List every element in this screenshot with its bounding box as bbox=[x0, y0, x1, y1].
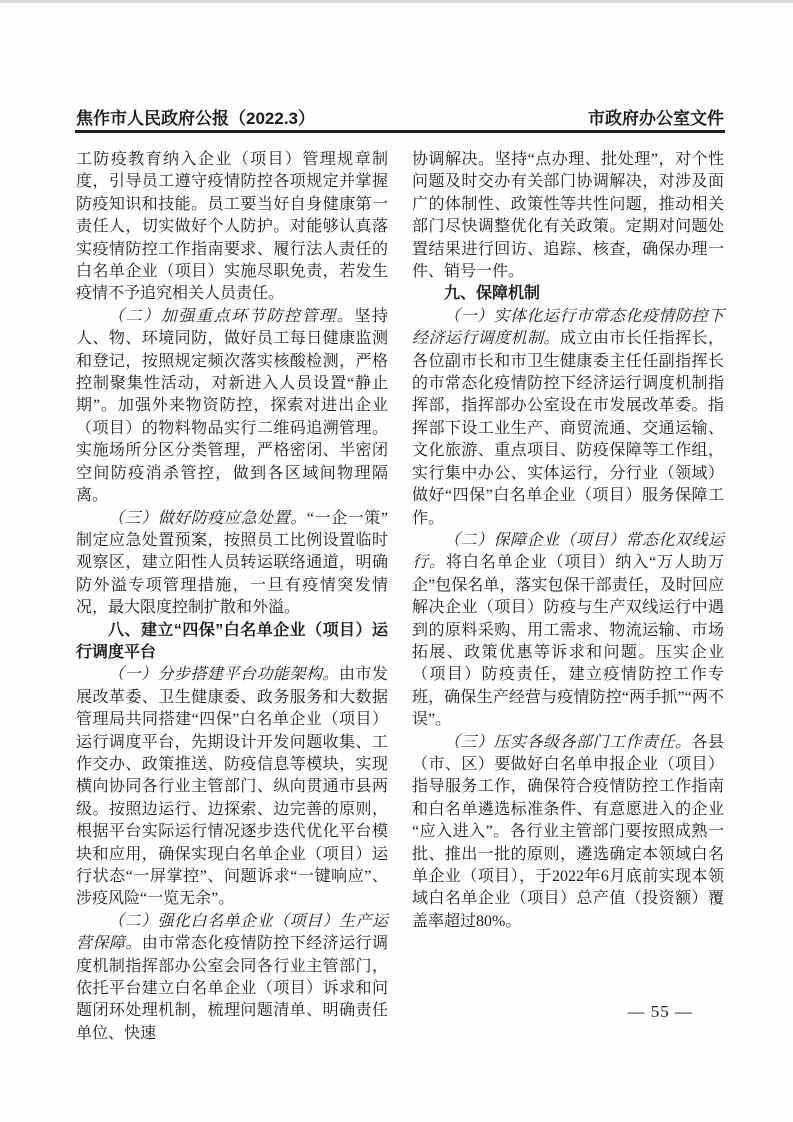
paragraph-lead: （三）压实各级各部门工作责任。 bbox=[444, 733, 692, 751]
paragraph-lead: （三）做好防疫应急处置。 bbox=[108, 509, 307, 527]
left-column bbox=[76, 149, 388, 1045]
document-body bbox=[76, 149, 724, 1045]
body-paragraph: （三）压实各级各部门工作责任。各县（市、区）要做好白名单申报企业（项目）指导服务工作，确保符合疫情防控工作指南和白名单遴选标准条件、有意愿进入的企业“应入进入”。各行业主管部门要按照成熟一批、推出一批的原则，遴选确定本领域白名单企业（项目），于2022年6月底前实现本领域白名单企业（项目）总产值（投资额）覆盖率超过80%。 bbox=[412, 733, 724, 930]
body-paragraph: 工防疫教育纳入企业（项目）管理规章制度，引导员工遵守疫情防控各项规定并掌握防疫知识和技能。员工要当好自身健康第一责任人，切实做好个人防护。对能够认真落实疫情防控工作指南要求、履行法人责任的白名单企业（项目）实施尽职免责，若发生疫情不予追究相关人员责任。 bbox=[76, 151, 388, 303]
body-paragraph: （二）保障企业（项目）常态化双线运行。将白名单企业（项目）纳入“万人助万企”包保名单，落实包保干部责任，及时回应解决企业（项目）防疫与生产双线运行中遇到的原料采购、用工需求、物流运输、市场拓展、政策优惠等诉求和问题。压实企业（项目）防疫责任，建立疫情防控工作专班，确保生产经营与疫情防控“两手抓”“两不误”。 bbox=[412, 531, 724, 729]
section-heading: 九、保障机制 bbox=[444, 285, 541, 303]
body-paragraph: （三）做好防疫应急处置。“一企一策”制定应急处置预案，按照员工比例设置临时观察区，建立阳性人员转运联络通道，明确防外溢专项管理措施，一旦有疫情突发情况，最大限度控制扩散和外溢。 bbox=[76, 509, 388, 617]
header-section-title: 市政府办公室文件 bbox=[588, 109, 724, 128]
paragraph-lead: （二）强化白名单企业（项目）生产运营保障。 bbox=[76, 912, 388, 953]
paragraph-lead: （一）实体化运行市常态化疫情防控下经济运行调度机制。 bbox=[412, 307, 724, 348]
paragraph-lead: （二）保障企业（项目）常态化双线运行。 bbox=[412, 531, 724, 572]
paragraph-lead: （一）分步搭建平台功能架构。 bbox=[108, 666, 339, 684]
page-header bbox=[76, 104, 724, 129]
page-number: — 55 — bbox=[627, 1002, 693, 1021]
paragraph-lead: （二）加强重点环节防控管理。 bbox=[108, 307, 355, 325]
body-paragraph: （二）强化白名单企业（项目）生产运营保障。由市常态化疫情防控下经济运行调度机制指挥部办公室会同各行业主管部门，依托平台建立白名单企业（项目）诉求和问题闭环处理机制，梳理问题清单、明确责任单位、快速 bbox=[76, 912, 388, 1042]
body-paragraph: （一）分步搭建平台功能架构。由市发展改革委、卫生健康委、政务服务和大数据管理局共同搭建“四保”白名单企业（项目）运行调度平台，先期设计开发问题收集、工作交办、政策推送、防疫信息等模块，实现横向协同各行业主管部门、纵向贯通市县两级。按照边运行、边探索、边完善的原则，根据平台实际运行情况逐步迭代优化平台模块和应用，确保实现白名单企业（项目）运行状态“一屏掌控”、问题诉求“一键响应”、涉疫风险“一览无余”。 bbox=[76, 666, 388, 908]
header-rule bbox=[75, 130, 725, 133]
body-paragraph: 协调解决。坚持“点办理、批处理”，对个性问题及时交办有关部门协调解决，对涉及面广的体制性、政策性等共性问题，推动相关部门尽快调整优化有关政策。定期对问题处置结果进行回访、追踪、核查，确保办理一件、销号一件。 bbox=[412, 151, 724, 281]
right-column bbox=[412, 149, 724, 1045]
section-heading: 八、建立“四保”白名单企业（项目）运行调度平台 bbox=[76, 621, 388, 661]
body-paragraph: （一）实体化运行市常态化疫情防控下经济运行调度机制。成立由市长任指挥长，各位副市长和市卫生健康委主任任副指挥长的市常态化疫情防控下经济运行调度机制指挥部，指挥部办公室设在市发展改革委。指挥部下设工业生产、商贸流通、交通运输、文化旅游、重点项目、防疫保障等工作组，实行集中办公、实体运行，分行业（领域）做好“四保”白名单企业（项目）服务保障工作。 bbox=[412, 307, 724, 527]
page-top-scan-edge bbox=[0, 0, 793, 3]
header-gazette-title: 焦作市人民政府公报（2022.3） bbox=[76, 109, 315, 128]
body-paragraph: （二）加强重点环节防控管理。坚持人、物、环境同防，做好员工每日健康监测和登记，按照规定频次落实核酸检测，严格控制聚集性活动，对新进入人员设置“静止期”。加强外来物资防控，探索对进出企业（项目）的物料物品实行二维码追溯管理。实施场所分区分类管理，严格密闭、半密闭空间防疫消杀管控，做到各区域间物理隔离。 bbox=[76, 307, 388, 505]
